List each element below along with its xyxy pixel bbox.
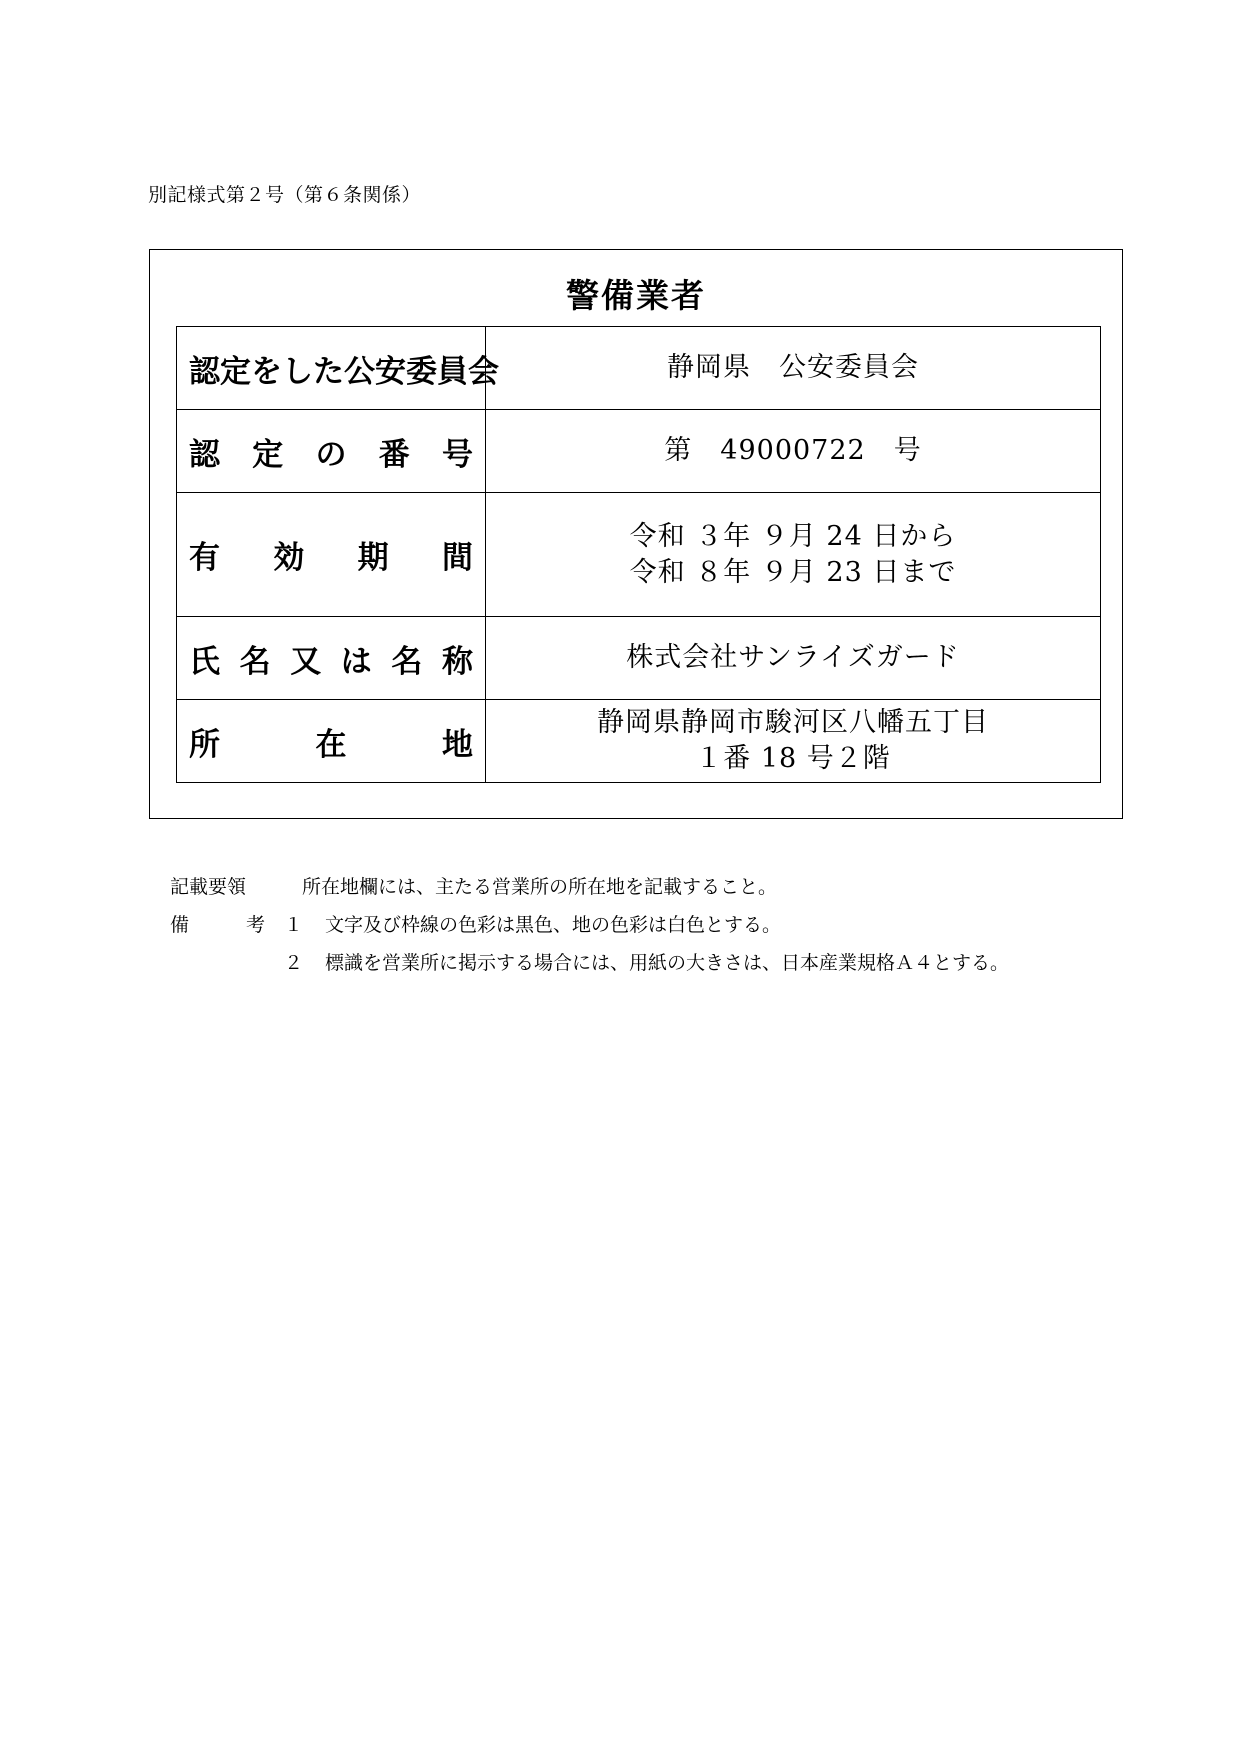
remark-number: １ <box>284 914 304 936</box>
label-char: 効 <box>273 540 305 576</box>
address-line-2: １番 18 号２階 <box>695 743 891 774</box>
label-char: 間 <box>441 540 473 576</box>
label-char: 期 <box>357 540 389 576</box>
validity-end: 令和 ８年 ９月 23 日まで <box>629 556 957 588</box>
row-validity-period <box>177 493 1101 617</box>
label-char: 所 <box>189 726 220 763</box>
security-business-sign <box>149 249 1123 819</box>
label-char: 号 <box>442 436 473 473</box>
row-public-safety-commission <box>177 327 1101 410</box>
remarks-label-char: 備 <box>170 914 190 936</box>
sign-table <box>176 326 1101 783</box>
label-char: 在 <box>315 726 347 763</box>
certification-number-value: 第 49000722 号 <box>664 435 922 466</box>
value-cell <box>486 493 1101 617</box>
instructions-text: 所在地欄には、主たる営業所の所在地を記載すること。 <box>302 876 778 898</box>
label-cell <box>177 700 486 783</box>
label-char: 定 <box>252 436 284 473</box>
label-char: 番 <box>378 436 410 473</box>
instructions-label: 記載要領 <box>170 876 247 898</box>
remark-number: ２ <box>284 952 304 974</box>
label-char: 有 <box>189 540 220 576</box>
row-certification-number <box>177 410 1101 493</box>
label-cell <box>177 617 486 700</box>
address-line-1: 静岡県静岡市駿河区八幡五丁目 <box>597 707 989 738</box>
remark-text: 文字及び枠線の色彩は黒色、地の色彩は白色とする。 <box>325 914 782 936</box>
remarks-label-char: 考 <box>245 914 265 936</box>
remark-text: 標識を営業所に掲示する場合には、用紙の大きさは、日本産業規格Ａ４とする。 <box>325 952 1010 974</box>
sign-title: 警備業者 <box>566 276 706 315</box>
label-char: 又 <box>290 643 322 680</box>
label-cell <box>177 327 499 410</box>
remarks-label <box>170 906 265 944</box>
label-cell <box>177 493 486 617</box>
value-cell <box>486 410 1101 493</box>
label-text: 認定をした公安委員会 <box>189 353 499 390</box>
label-cell <box>177 410 486 493</box>
value-cell <box>486 617 1101 700</box>
label-char: 認 <box>189 436 220 473</box>
commission-value: 静岡県 公安委員会 <box>667 352 919 383</box>
label-char: 称 <box>441 643 473 680</box>
form-reference: 別記様式第２号（第６条関係） <box>148 184 422 206</box>
label-char: 名 <box>391 643 423 680</box>
validity-start: 令和 ３年 ９月 24 日から <box>629 520 957 552</box>
value-cell <box>486 327 1101 410</box>
label-char: 名 <box>239 643 271 680</box>
value-cell <box>486 700 1101 783</box>
label-char: 氏 <box>189 643 220 680</box>
label-char: 地 <box>442 726 473 763</box>
label-char: は <box>340 643 372 680</box>
company-name-value: 株式会社サンライズガード <box>626 642 960 673</box>
label-char: の <box>315 436 347 473</box>
row-name <box>177 617 1101 700</box>
row-address <box>177 700 1101 783</box>
